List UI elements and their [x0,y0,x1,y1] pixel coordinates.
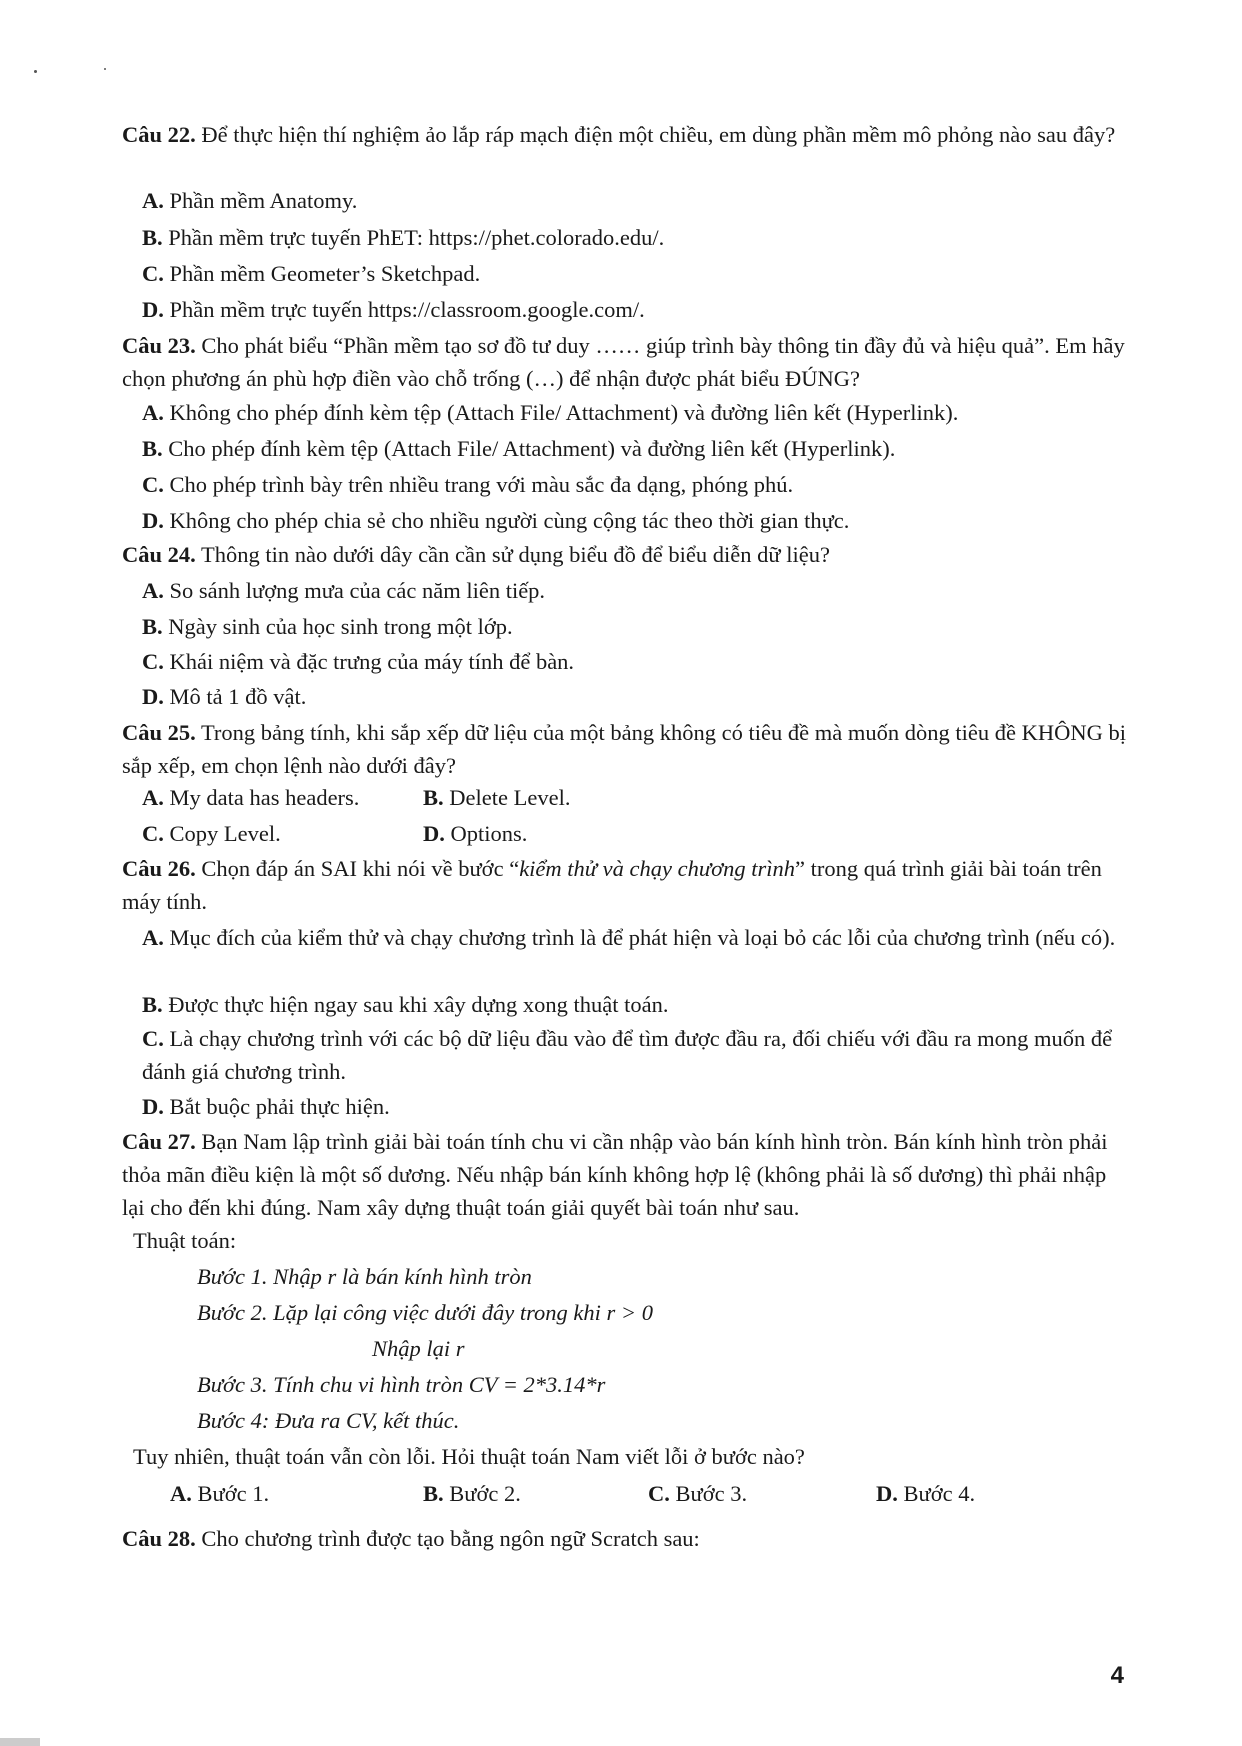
option-d: D. Phần mềm trực tuyến https://classroom.google.com/. [142,297,645,322]
question-26: Câu 26. Chọn đáp án SAI khi nói về bước “kiểm thử và chạy chương trình” trong quá trình giải bài toán trên máy tính. [122,856,1102,914]
question-28 [122,1522,1132,1555]
option-b: B. Delete Level. [423,785,571,810]
option-c: C. Khái niệm và đặc trưng của máy tính để bàn. [142,649,575,674]
option-c: C. Cho phép trình bày trên nhiều trang với màu sắc đa dạng, phóng phú. [142,472,794,497]
scan-speck [34,70,37,73]
scan-edge [0,1738,40,1746]
option-b: B. Bước 2. [423,1481,521,1506]
algorithm-step: Bước 3. Tính chu vi hình tròn CV = 2*3.14*r [197,1372,606,1397]
page-number: 4 [1110,1662,1124,1689]
question-label: Câu 23. [122,333,196,358]
option-b: B. Phần mềm trực tuyến PhET: https://phet.colorado.edu/. [142,225,665,250]
option-a: A. So sánh lượng mưa của các năm liên tiếp. [142,578,546,603]
algorithm-step: Bước 2. Lặp lại công việc dưới đây trong khi r > 0 [197,1300,653,1325]
algorithm-step: Nhập lại r [372,1336,465,1361]
question-text: Cho chương trình được tạo bằng ngôn ngữ Scratch sau: [195,1526,700,1551]
question-label: Câu 25. [122,720,196,745]
question-27 [122,1125,1132,1224]
algorithm-title: Thuật toán: [133,1228,237,1253]
option-c: C. Copy Level. [142,821,281,846]
option-d: D. Bắt buộc phải thực hiện. [142,1094,390,1119]
question-text: Thông tin nào dưới dây cần cần sử dụng biểu đồ để biểu diễn dữ liệu? [195,542,830,567]
question-text: Cho phát biểu “Phần mềm tạo sơ đồ tư duy …… giúp trình bày thông tin đầy đủ và hiệu quả”. Em hãy chọn phương án phù hợp điền vào chỗ trống (…) để nhận được phát biểu ĐÚNG? [122,333,1125,391]
option-d: D. Mô tả 1 đồ vật. [142,684,307,709]
question-text: Bạn Nam lập trình giải bài toán tính chu vi cần nhập vào bán kính hình tròn. Bán kính hình tròn phải thỏa mãn điều kiện là một số dương. Nếu nhập bán kính không hợp lệ (không phải là số dương) thì phải nhập lại cho đến khi đúng. Nam xây dựng thuật toán giải quyết bài toán như sau. [122,1129,1108,1220]
question-label: Câu 27. [122,1129,196,1154]
option-d: D. Options. [423,821,528,846]
question-label: Câu 24. [122,542,196,567]
option-b: B. Ngày sinh của học sinh trong một lớp. [142,614,513,639]
option-d: D. Bước 4. [876,1481,976,1506]
option-c: C. Bước 3. [648,1481,748,1506]
option-c: C. Phần mềm Geometer’s Sketchpad. [142,261,481,286]
question-label: Câu 26. [122,856,196,881]
scan-speck [104,68,106,70]
question-text: Để thực hiện thí nghiệm ảo lắp ráp mạch điện một chiều, em dùng phần mềm mô phỏng nào sau đây? [195,122,1116,147]
option-a: A. Không cho phép đính kèm tệp (Attach File/ Attachment) và đường liên kết (Hyperlink). [142,400,959,425]
option-a: A. My data has headers. [142,785,360,810]
option-b: B. Được thực hiện ngay sau khi xây dựng xong thuật toán. [142,992,669,1017]
question-text: Trong bảng tính, khi sắp xếp dữ liệu của một bảng không có tiêu đề mà muốn dòng tiêu đề KHÔNG bị sắp xếp, em chọn lệnh nào dưới đây? [122,720,1126,778]
option-c: C. Là chạy chương trình với các bộ dữ liệu đầu vào để tìm được đầu ra, đối chiếu với đầu ra mong muốn để đánh giá chương trình. [142,1026,1113,1084]
algorithm-step: Bước 4: Đưa ra CV, kết thúc. [197,1408,460,1433]
question-23 [122,329,1132,395]
option-b: B. Cho phép đính kèm tệp (Attach File/ Attachment) và đường liên kết (Hyperlink). [142,436,896,461]
question-label: Câu 28. [122,1526,196,1551]
option-a: A. Bước 1. [170,1481,270,1506]
question-25 [122,716,1132,782]
emphasized-phrase: kiểm thử và chạy chương trình [519,856,796,881]
option-a: A. Mục đích của kiểm thử và chạy chương trình là để phát hiện và loại bỏ các lỗi của chương trình (nếu có). [142,925,1116,950]
question-prompt: Tuy nhiên, thuật toán vẫn còn lỗi. Hỏi thuật toán Nam viết lỗi ở bước nào? [133,1444,805,1469]
question-24 [122,538,1132,571]
question-22 [122,118,1132,151]
question-label: Câu 22. [122,122,196,147]
option-d: D. Không cho phép chia sẻ cho nhiều người cùng cộng tác theo thời gian thực. [142,508,850,533]
option-a: A. Phần mềm Anatomy. [142,188,358,213]
algorithm-step: Bước 1. Nhập r là bán kính hình tròn [197,1264,532,1289]
